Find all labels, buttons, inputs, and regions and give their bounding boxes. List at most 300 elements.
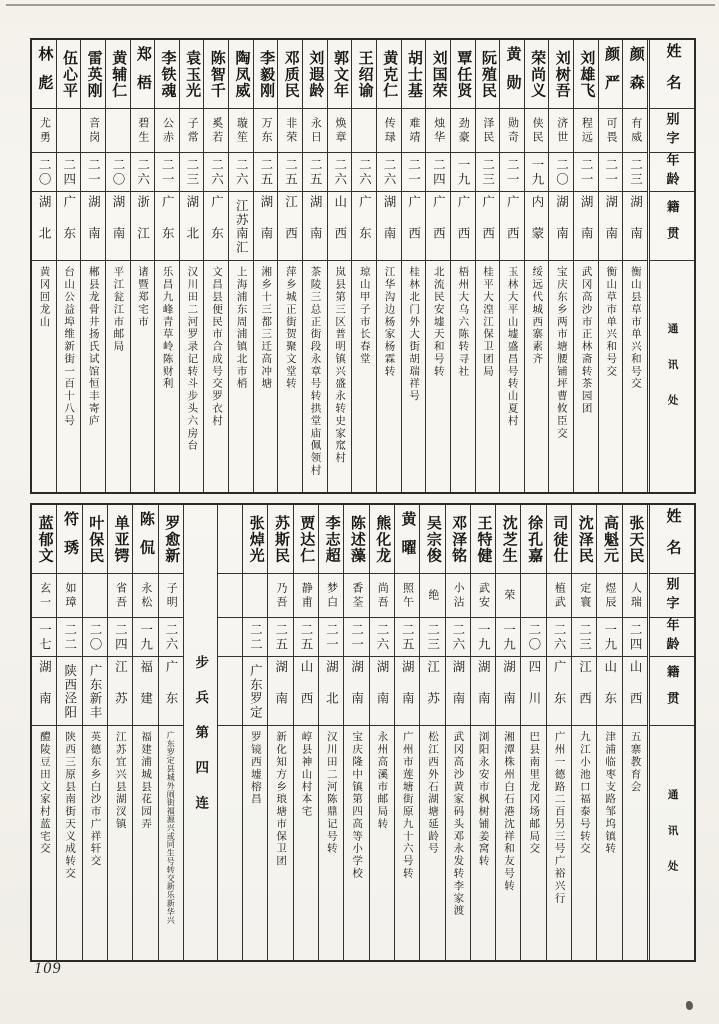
origin-cell: 广东新丰: [83, 657, 107, 726]
address-cell: 平江瓮江市邮局: [112, 266, 124, 353]
age-cell: 二一: [402, 153, 426, 192]
name-cell: 李铁魂: [155, 40, 179, 109]
address-cell: 衡山县草市单兴和号交: [629, 266, 641, 390]
age-cell: 二五: [268, 618, 292, 657]
entry-column: [524, 40, 549, 492]
address-cell: 福建浦城县花园弄: [140, 731, 152, 831]
address-cell: 江苏宜兴县湖汊镇: [114, 731, 126, 831]
age-cell: 二三: [420, 618, 444, 657]
address-cell: 永州高溪市邮局转: [376, 731, 388, 831]
entry-column: [105, 40, 130, 492]
address-cell: 汉川田二河陈鼎记号转: [325, 731, 337, 855]
name-cell: 胡士基: [402, 40, 426, 109]
alias-cell: 碧生: [131, 109, 155, 153]
unit-divider-label: 步兵第四连: [193, 655, 209, 831]
age-cell: 二六: [328, 153, 352, 192]
age-cell: 二〇: [83, 618, 107, 657]
origin-cell: 湖南: [268, 657, 292, 726]
address-cell: 新化知方乡琅塘市保卫团: [275, 731, 287, 868]
alias-cell: [57, 109, 81, 153]
alias-cell: 如璋: [57, 574, 81, 618]
age-cell: 二六: [547, 618, 571, 657]
address-cell: 萍乡城正街贺聚文堂转: [284, 266, 296, 390]
origin-cell: 广东罗定: [243, 657, 267, 726]
origin-cell: 湖南: [471, 657, 495, 726]
entry-column: [470, 505, 495, 960]
header-name: 姓名: [650, 505, 694, 574]
name-cell: 黄勋: [500, 40, 524, 109]
name-cell: 李毅刚: [254, 40, 278, 109]
name-cell: 刘遐龄: [303, 40, 327, 109]
address-cell: 松江西外石湖塘延龄号: [427, 731, 439, 855]
age-cell: 二〇: [549, 153, 573, 192]
name-cell: 沈芝生: [496, 505, 520, 574]
entry-column: [32, 505, 56, 960]
address-cell: 玉林大平山墟盛昌号转山夏村: [506, 266, 518, 428]
address-cell: 广东罗定县城外闹街福源兴或同生号转交新乐新华兴: [166, 731, 176, 925]
alias-cell: 难靖: [402, 109, 426, 153]
name-cell: 郭文年: [328, 40, 352, 109]
origin-cell: 江苏: [420, 657, 444, 726]
origin-cell: 湖南: [377, 192, 401, 261]
entry-column: [546, 505, 571, 960]
age-cell: 二一: [574, 153, 598, 192]
address-cell: 津浦临枣支路邹坞镇转: [604, 731, 616, 855]
address-cell: 宝庆隆中镇第四高等小学校: [351, 731, 363, 880]
origin-cell: 山东: [597, 657, 621, 726]
name-cell: 刘国荣: [426, 40, 450, 109]
scan-speck: [686, 1001, 693, 1010]
entry-column: [228, 40, 253, 492]
entry-column: [369, 505, 394, 960]
origin-cell: 湖南: [549, 192, 573, 261]
name-cell: 符琇: [57, 505, 81, 574]
entry-column: [267, 505, 292, 960]
address-cell: 崞县神山村本宅: [300, 731, 312, 818]
entry-column: [80, 40, 105, 492]
age-cell: 二一: [319, 618, 343, 657]
entry-column: [622, 505, 647, 960]
age-cell: 二三: [476, 153, 500, 192]
alias-cell: 煜辰: [597, 574, 621, 618]
origin-cell: 湖南: [599, 192, 623, 261]
alias-cell: 有威: [623, 109, 647, 153]
age-cell: 二六: [229, 153, 253, 192]
alias-cell: 人瑞: [623, 574, 647, 618]
name-cell: 张天民: [623, 505, 647, 574]
address-cell: 上海浦东周浦镇北市梢: [235, 266, 247, 390]
age-cell: 二四: [108, 618, 132, 657]
name-cell: 沈泽民: [572, 505, 596, 574]
origin-cell: 广东: [204, 192, 228, 261]
alias-cell: 照午: [395, 574, 419, 618]
age-cell: 一九: [496, 618, 520, 657]
name-cell: 高魁元: [597, 505, 621, 574]
address-cell: 琼山甲子市长春堂: [358, 266, 370, 366]
address-cell: 岚县第三区普明镇兴盛永转史家窊村: [334, 266, 346, 465]
origin-cell: 湖北: [180, 192, 204, 261]
address-cell: 九江小池口福泰号转交: [578, 731, 590, 855]
name-cell: 司徒仕: [547, 505, 571, 574]
address-cell: 台山公益埠维新街一百十八号: [63, 266, 75, 428]
header-origin: 籍贯: [650, 192, 694, 261]
entry-column: [548, 40, 573, 492]
name-cell: 陈智千: [204, 40, 228, 109]
entry-column: [56, 505, 81, 960]
name-cell: 徐孔嘉: [521, 505, 545, 574]
age-cell: 二六: [159, 618, 183, 657]
name-cell: 袁玉光: [180, 40, 204, 109]
age-cell: 一九: [451, 153, 475, 192]
entry-column: [445, 505, 470, 960]
alias-cell: 小沾: [446, 574, 470, 618]
name-cell: 陶凤威: [229, 40, 253, 109]
age-cell: 二一: [344, 618, 368, 657]
age-cell: 二五: [254, 153, 278, 192]
origin-cell: 广东: [547, 657, 571, 726]
origin-cell: 江西: [278, 192, 302, 261]
origin-cell: 江苏: [108, 657, 132, 726]
origin-cell: 浙江: [131, 192, 155, 261]
alias-cell: 静甫: [294, 574, 318, 618]
entry-column: [520, 505, 545, 960]
address-cell: 浏阳永安市枫树铺姜窝转: [477, 731, 489, 868]
alias-cell: 植武: [547, 574, 571, 618]
origin-cell: 山西: [294, 657, 318, 726]
origin-cell: 广西: [402, 192, 426, 261]
blank-cell: [218, 618, 242, 657]
origin-cell: 四川: [521, 657, 545, 726]
origin-cell: 湖南: [395, 657, 419, 726]
age-cell: 一七: [32, 618, 56, 657]
alias-cell: 尚吾: [370, 574, 394, 618]
alias-cell: 焕章: [328, 109, 352, 153]
entry-column: [132, 505, 157, 960]
address-cell: 梧州大乌六陈转寻社: [457, 266, 469, 378]
alias-cell: 香荃: [344, 574, 368, 618]
name-cell: 颜森: [623, 40, 647, 109]
name-cell: 吴宗俊: [420, 505, 444, 574]
age-cell: 一九: [525, 153, 549, 192]
name-cell: 苏斯民: [268, 505, 292, 574]
alias-cell: 劲豪: [451, 109, 475, 153]
origin-cell: 广西: [476, 192, 500, 261]
name-cell: 王绍谕: [352, 40, 376, 109]
alias-cell: 子明: [159, 574, 183, 618]
entry-column: [343, 505, 368, 960]
name-cell: 刘树吾: [549, 40, 573, 109]
entry-column: [82, 505, 107, 960]
blank-cell: [218, 657, 242, 726]
address-cell: 宝庆东乡两市塘腰铺坪曹攸臣交: [555, 266, 567, 440]
age-cell: 二五: [303, 153, 327, 192]
address-cell: 茶陵三总正街段永章号转拱堂庙佩领村: [309, 266, 321, 477]
entry-column: [573, 40, 598, 492]
origin-cell: 湖北: [319, 657, 343, 726]
age-cell: 二三: [180, 153, 204, 192]
origin-cell: 广东: [352, 192, 376, 261]
directory-table-bottom: [30, 503, 696, 962]
address-cell: 诸暨郑宅市: [137, 266, 149, 328]
name-cell: 蓝郁文: [32, 505, 56, 574]
alias-cell: [243, 574, 267, 618]
name-cell: 荣尚义: [525, 40, 549, 109]
alias-cell: 可畏: [599, 109, 623, 153]
header-origin: 籍贯: [650, 657, 694, 726]
entry-column: [302, 40, 327, 492]
entry-column: [179, 40, 204, 492]
origin-cell: 广西: [426, 192, 450, 261]
header-column: [647, 505, 694, 960]
entry-column: [394, 505, 419, 960]
age-cell: 二一: [155, 153, 179, 192]
age-cell: 一九: [471, 618, 495, 657]
header-address: 通讯处: [666, 322, 678, 431]
entry-column: [596, 505, 621, 960]
origin-cell: 山西: [623, 657, 647, 726]
name-cell: 黄曜: [395, 505, 419, 574]
entry-column: [242, 505, 267, 960]
age-cell: 二〇: [106, 153, 130, 192]
age-cell: 二六: [370, 618, 394, 657]
directory-table-top: [30, 38, 696, 494]
alias-cell: 璇笙: [229, 109, 253, 153]
age-cell: 二五: [278, 153, 302, 192]
origin-cell: 湖南: [446, 657, 470, 726]
name-cell: 黄克仁: [377, 40, 401, 109]
name-cell: 熊化龙: [370, 505, 394, 574]
age-cell: 二六: [377, 153, 401, 192]
entry-column: [56, 40, 81, 492]
header-name: 姓名: [650, 40, 694, 109]
origin-cell: 湖南: [32, 657, 56, 726]
entry-column: [253, 40, 278, 492]
entry-column: [158, 505, 183, 960]
entry-column: [475, 40, 500, 492]
origin-cell: 湖南: [254, 192, 278, 261]
origin-cell: 广东: [57, 192, 81, 261]
entry-column: [376, 40, 401, 492]
address-cell: 郴县龙骨井扬氏试馆恒丰寄庐: [87, 266, 99, 428]
address-cell: 桂平大湟江保卫团局: [482, 266, 493, 378]
origin-cell: 广西: [500, 192, 524, 261]
address-cell: 五寨教育会: [629, 731, 641, 793]
address-cell: 陕西三原县南街天义成转交: [64, 731, 76, 880]
age-cell: 一九: [597, 618, 621, 657]
name-cell: 刘雄飞: [574, 40, 598, 109]
age-cell: 二六: [446, 618, 470, 657]
entry-column: [318, 505, 343, 960]
alias-cell: 永松: [133, 574, 157, 618]
age-cell: 二六: [352, 153, 376, 192]
origin-cell: 内蒙: [525, 192, 549, 261]
origin-cell: 陕西泾阳: [57, 657, 81, 726]
alias-cell: 万东: [254, 109, 278, 153]
page-number: 109: [34, 960, 62, 977]
name-cell: 罗愈新: [159, 505, 183, 574]
age-cell: 二〇: [32, 153, 56, 192]
origin-cell: 湖南: [574, 192, 598, 261]
blank-cell: [218, 726, 242, 960]
header-column: [647, 40, 694, 492]
name-cell: 叶保民: [83, 505, 107, 574]
header-age: 年龄: [650, 618, 694, 657]
header-address: 通讯处: [666, 789, 678, 897]
address-cell: 英德东乡白沙市广祥轩交: [89, 731, 101, 868]
entry-column: [277, 40, 302, 492]
name-cell: 李志超: [319, 505, 343, 574]
name-cell: 陈侃: [133, 505, 157, 574]
alias-cell: 尤勇: [32, 109, 56, 153]
name-cell: 单亚锷: [108, 505, 132, 574]
entry-column: [495, 505, 520, 960]
origin-cell: 广西: [451, 192, 475, 261]
entry-column: [419, 505, 444, 960]
unit-divider-column: [183, 505, 217, 960]
name-cell: 邓泽铭: [446, 505, 470, 574]
name-cell: 王特健: [471, 505, 495, 574]
age-cell: 二五: [294, 618, 318, 657]
alias-cell: 泽民: [476, 109, 500, 153]
origin-cell: 湖南: [81, 192, 105, 261]
origin-cell: 广东: [159, 657, 183, 726]
name-cell: 阮殖民: [476, 40, 500, 109]
name-cell: 颜严: [599, 40, 623, 109]
address-cell: 武冈高沙黄家码头邓永发转李家渡: [452, 731, 464, 917]
blank-cell: [218, 574, 242, 618]
origin-cell: 江西: [572, 657, 596, 726]
alias-cell: 奚若: [204, 109, 228, 153]
origin-cell: 湖南: [623, 192, 647, 261]
name-cell: 郑梧: [131, 40, 155, 109]
alias-cell: 音岗: [81, 109, 105, 153]
age-cell: 二六: [131, 153, 155, 192]
address-cell: 江华沟边杨家杨霖转: [383, 266, 395, 378]
origin-cell: 湖南: [344, 657, 368, 726]
alias-cell: 省吾: [108, 574, 132, 618]
address-cell: 醴陵豆田文家村蓝宅交: [38, 731, 50, 855]
entry-column: [32, 40, 56, 492]
alias-cell: [521, 574, 545, 618]
header-age: 年龄: [650, 153, 694, 192]
alias-cell: 烛华: [426, 109, 450, 153]
alias-cell: [83, 574, 107, 618]
age-cell: 二二: [243, 618, 267, 657]
origin-cell: 福建: [133, 657, 157, 726]
name-cell: 邓质民: [278, 40, 302, 109]
alias-cell: 乃吾: [268, 574, 292, 618]
entry-column: [499, 40, 524, 492]
age-cell: 二四: [426, 153, 450, 192]
alias-cell: 公赤: [155, 109, 179, 153]
entry-column: [107, 505, 132, 960]
origin-cell: 江苏南汇: [229, 192, 253, 261]
age-cell: 二二: [57, 618, 81, 657]
address-cell: 汉川田二河罗录记转斗步头六房台: [186, 266, 198, 452]
alias-cell: 武安: [471, 574, 495, 618]
name-cell: 伍心平: [57, 40, 81, 109]
name-cell: 林彪: [32, 40, 56, 109]
address-cell: 桂林北门外大街胡瑞祥号: [408, 266, 420, 403]
age-cell: 二三: [572, 618, 596, 657]
blank-column: [217, 505, 242, 960]
age-cell: 二三: [623, 153, 647, 192]
alias-cell: 传琭: [377, 109, 401, 153]
address-cell: 文昌县便民市合成号交罗衣村: [210, 266, 222, 428]
age-cell: 二六: [204, 153, 228, 192]
age-cell: 二一: [81, 153, 105, 192]
alias-cell: 侠民: [525, 109, 549, 153]
entry-column: [622, 40, 647, 492]
age-cell: 一九: [133, 618, 157, 657]
age-cell: 二一: [599, 153, 623, 192]
alias-cell: [352, 109, 376, 153]
address-cell: 罗镜西墟榕昌: [249, 731, 261, 806]
entry-column: [154, 40, 179, 492]
scan-artifact-line: [6, 4, 715, 6]
age-cell: 二四: [623, 618, 647, 657]
alias-cell: 子常: [180, 109, 204, 153]
origin-cell: 湖北: [32, 192, 56, 261]
entry-column: [598, 40, 623, 492]
origin-cell: 湖南: [106, 192, 130, 261]
entry-column: [425, 40, 450, 492]
alias-cell: 定寰: [572, 574, 596, 618]
blank-cell: [218, 505, 242, 574]
address-cell: 湘乡十三都三迁高冲塘: [260, 266, 272, 390]
age-cell: 二五: [395, 618, 419, 657]
alias-cell: 绝: [420, 574, 444, 618]
origin-cell: 湖南: [496, 657, 520, 726]
entry-column: [327, 40, 352, 492]
address-cell: 武冈高沙市正林斋转茶园团: [580, 266, 592, 415]
address-cell: 乐昌九峰青草岭陈财利: [161, 266, 173, 390]
entry-column: [351, 40, 376, 492]
origin-cell: 湖南: [303, 192, 327, 261]
address-cell: 广州一德路二百另三号广裕兴行: [553, 731, 565, 905]
address-cell: 广州市莲塘街原九十六号转: [401, 731, 413, 880]
name-cell: 黄辅仁: [106, 40, 130, 109]
header-alias: 别字: [650, 109, 694, 153]
alias-cell: 荣: [496, 574, 520, 618]
address-cell: 衡山草市单兴和号交: [605, 266, 617, 378]
alias-cell: 勋奇: [500, 109, 524, 153]
address-cell: 巴县南里龙冈场邮局交: [528, 731, 540, 855]
alias-cell: [106, 109, 130, 153]
entry-column: [450, 40, 475, 492]
age-cell: 二〇: [521, 618, 545, 657]
name-cell: 陈述藻: [344, 505, 368, 574]
address-cell: 绥远代城西寨素齐: [531, 266, 543, 366]
entry-column: [130, 40, 155, 492]
alias-cell: 梦白: [319, 574, 343, 618]
alias-cell: 非荣: [278, 109, 302, 153]
origin-cell: 广东: [155, 192, 179, 261]
origin-cell: 山西: [328, 192, 352, 261]
address-cell: 北流民安墟天和号转: [432, 266, 444, 378]
entry-column: [401, 40, 426, 492]
entry-column: [293, 505, 318, 960]
age-cell: 二一: [500, 153, 524, 192]
name-cell: 贾达仁: [294, 505, 318, 574]
header-alias: 别字: [650, 574, 694, 618]
address-cell: 湘潭株州白石港沈祥和友号转: [502, 731, 514, 893]
entry-column: [203, 40, 228, 492]
origin-cell: 湖南: [370, 657, 394, 726]
alias-cell: 永日: [303, 109, 327, 153]
address-cell: 黄冈回龙山: [38, 266, 50, 328]
alias-cell: 玄一: [32, 574, 56, 618]
